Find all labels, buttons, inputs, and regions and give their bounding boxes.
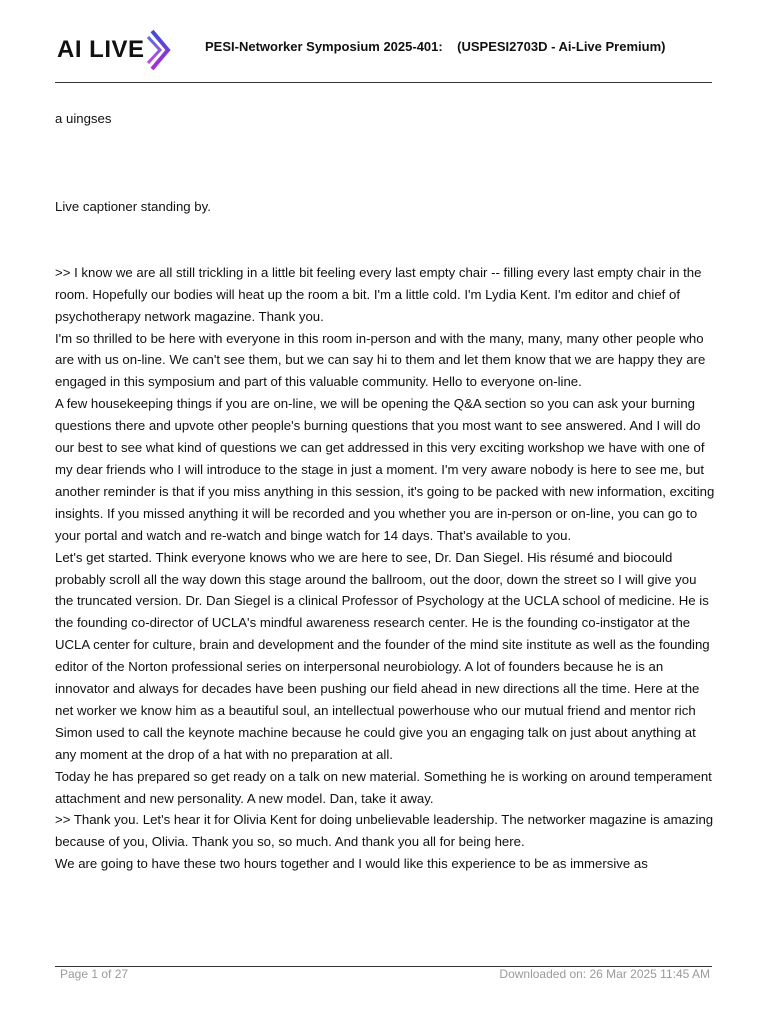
transcript-line: A few housekeeping things if you are on-line, we will be opening the Q&A section so you can ask your burning questions there and upvote other people's burning questions that you most want to see answered. And I will do our best to see what kind of questions we can get addressed in this very exciting workshop we have with one of my dear friends who I will introduce to the stage in just a moment. I'm very aware nobody is here to see me, but another reminder is that if you miss anything in this session, it's going to be packed with new information, exciting insights. If you missed anything it will be recorded and you whether you are in-person or on-line, you can go to your portal and watch and re-watch and binge watch for 14 days. That's available to you. [55, 396, 715, 543]
download-timestamp: Downloaded on: 26 Mar 2025 11:45 AM [499, 967, 710, 981]
transcript-line: Today he has prepared so get ready on a talk on new material. Something he is working on around temperament attachment and new personality. A new model. Dan, take it away. [55, 768, 712, 806]
transcript-line: I'm so thrilled to be here with everyone in this room in-person and with the many, many, many other people who are with us on-line. We can't see them, but we can say hi to them and let them know that we are happy they are engaged in this symposium and part of this valuable community. Hello to everyone on-line. [55, 330, 706, 390]
document-header [55, 22, 712, 82]
transcript-line: a uingses [55, 111, 112, 126]
transcript-body [55, 108, 715, 875]
transcript-line: We are going to have these two hours together and I would like this experience to be as immersive as [55, 856, 648, 872]
transcript-line: >> I know we are all still trickling in a little bit feeling every last empty chair -- filling every last empty chair in the room. Hopefully our bodies will heat up the room a bit. I'm a little cold. I'm Lydia Kent. I'm editor and chief of psychotherapy network magazine. Thank you. [55, 264, 702, 324]
logo-text: AI LIVE [57, 36, 145, 63]
transcript-line: Let's get started. Think everyone knows who we are here to see, Dr. Dan Siegel. His résumé and biocould probably scroll all the way down this stage around the ballroom, out the door, down the street so I will give you the truncated version. Dr. Dan Siegel is a clinical Professor of Psychology at the UCLA school of medicine. He is the founding co-director of UCLA's mindful awareness research center. He is the founding co-instigator at the UCLA center for culture, brain and development and the founder of the mind site institute as well as the founding editor of the Norton professional series on interpersonal neurobiology. A lot of founders because he is an innovator and always for decades have been pushing our field ahead in new directions all the time. Here at the net worker we know him as a beautiful soul, an intellectual powerhouse who our mutual friend and mentor rich Simon used to call the keynote machine because he could give you an engaging talk on just about anything at any moment at the drop of a hat with no preparation at all. [55, 549, 710, 762]
chevron-right-icon [147, 28, 173, 72]
spacer [55, 130, 715, 196]
transcript-line: Live captioner standing by. [55, 198, 211, 214]
transcript-line: >> Thank you. Let's hear it for Olivia Kent for doing unbelievable leadership. The networker magazine is amazing because of you, Olivia. Thank you so, so much. And thank you all for being here. [55, 812, 714, 850]
document-title: PESI-Networker Symposium 2025-401: (USPESI2703D - Ai-Live Premium) [205, 39, 666, 54]
spacer [55, 218, 715, 262]
ai-live-logo [57, 28, 173, 72]
page-number: Page 1 of 27 [60, 967, 129, 981]
header-divider [55, 82, 712, 83]
